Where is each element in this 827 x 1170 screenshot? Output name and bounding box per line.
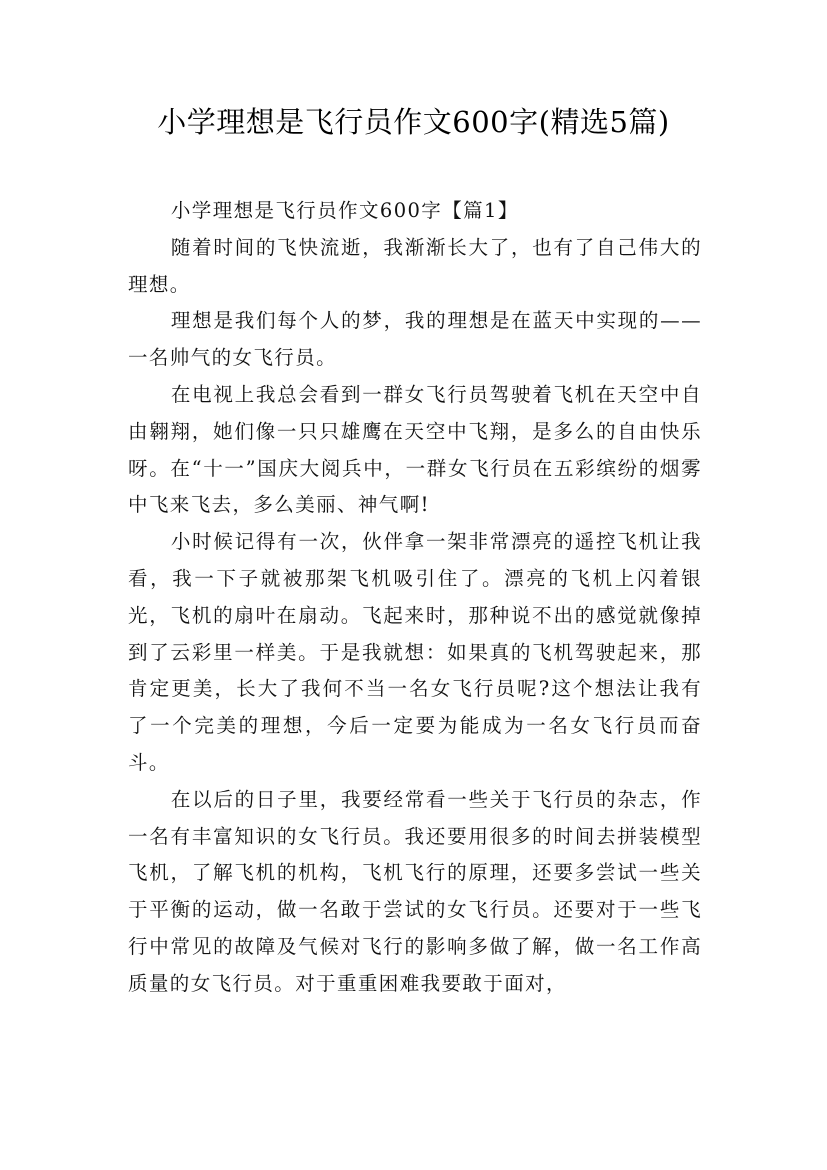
paragraph: 理想是我们每个人的梦，我的理想是在蓝天中实现的——一名帅气的女飞行员。 — [128, 309, 702, 370]
paragraph: 在电视上我总会看到一群女飞行员驾驶着飞机在天空中自由翱翔，她们像一只只雄鹰在天空中飞翔，是多么的自由快乐呀。在“十一”国庆大阅兵中，一群女飞行员在五彩缤纷的烟雾中飞来飞去，多么美丽、神气啊! — [128, 382, 702, 517]
document-body — [128, 193, 702, 1003]
paragraph: 随着时间的飞快流逝，我渐渐长大了，也有了自己伟大的理想。 — [128, 235, 702, 296]
paragraph: 小时候记得有一次，伙伴拿一架非常漂亮的遥控飞机让我看，我一下子就被那架飞机吸引住了。漂亮的飞机上闪着银光，飞机的扇叶在扇动。飞起来时，那种说不出的感觉就像掉到了云彩里一样美。于是我就想：如果真的飞机驾驶起来，那肯定更美，长大了我何不当一名女飞行员呢?这个想法让我有了一个完美的理想，今后一定要为能成为一名女飞行员而奋斗。 — [128, 530, 702, 774]
document-title: 小学理想是飞行员作文600字(精选5篇) — [157, 105, 670, 139]
paragraph: 在以后的日子里，我要经常看一些关于飞行员的杂志，作一名有丰富知识的女飞行员。我还要用很多的时间去拼装模型飞机，了解飞机的机构，飞机飞行的原理，还要多尝试一些关于平衡的运动，做一名敢于尝试的女飞行员。还要对于一些飞行中常见的故障及气候对飞行的影响多做了解，做一名工作高质量的女飞行员。对于重重困难我要敢于面对， — [128, 787, 702, 995]
section-heading: 小学理想是飞行员作文600字【篇1】 — [170, 199, 519, 222]
